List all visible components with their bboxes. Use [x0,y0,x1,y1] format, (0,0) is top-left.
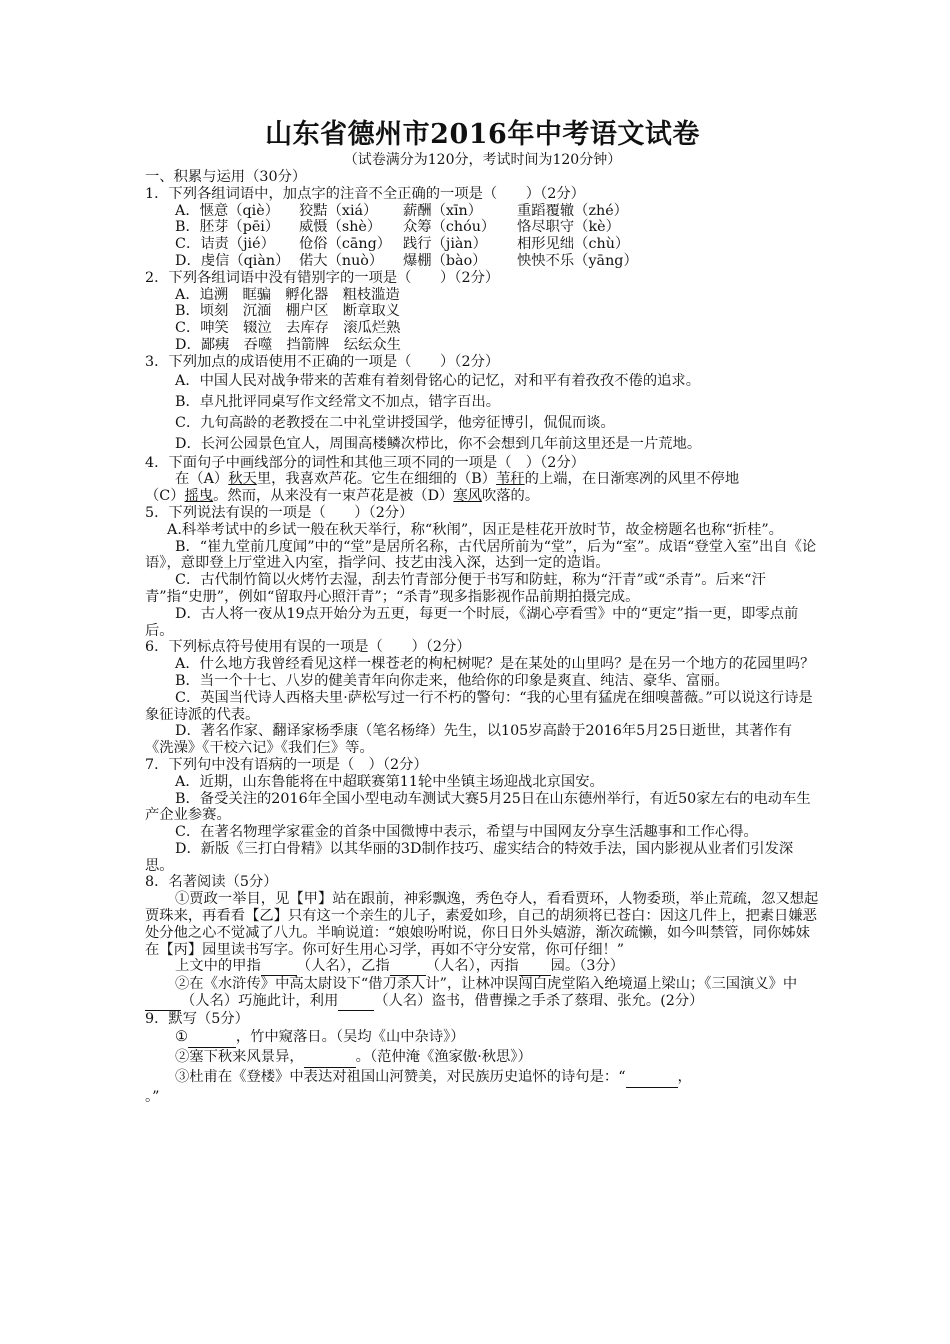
page-title: 山东省德州市2016年中考语文试卷 [265,119,700,150]
q9-text: ②塞下秋来风景异， [175,1048,304,1065]
q1-option-c-1: C．诘责（jié） [175,236,275,253]
q1-option-d-1: D．虔信（qiàn） [175,252,290,269]
q4-text: 。然而，从来没有一束芦花是被（D） [213,488,454,505]
q9-text: ，竹中窥落日。（吴均《山中杂诗》） [235,1028,465,1045]
q4-text: 里，我喜欢芦花。它生在细细的（B） [256,471,497,488]
q5-option-c: C．古代制竹简以火烤竹去湿，刮去竹青部分便于书写和防蛀，称为“汗青”或“杀青”。后来“汗青”指“史册”，例如“留取丹心照汗青”；“杀青”现多指影视作品前期拍摄完成。 [145,572,766,605]
q9-line-3 [145,1068,820,1088]
q8-blank-yi[interactable] [390,958,426,976]
question-4-stem: 4．下面句子中画线部分的词性和其他三项不同的一项是（ ）（2分） [145,454,585,471]
q8-text: 上文中的甲指 [175,958,261,975]
q8-text: （人名）巧施此计，利用 [181,993,339,1010]
q9-line-1 [145,1028,820,1048]
q4-text: 吹落的。 [481,488,540,505]
q1-option-d-2: 偌大（nuò） [299,252,384,269]
q8-text: （人名）盗书，借曹操之手杀了蔡瑁、张允。(2分） [374,993,704,1010]
q7-option-a: A．近期，山东鲁能将在中超联赛第11轮中坐镇主场迎战北京国安。 [175,773,604,790]
q8-part-2 [145,976,820,1011]
q6-option-c: C．英国当代诗人西格夫里·萨松写过一行不朽的警句：“我的心里有猛虎在细嗅蔷薇。”可以说这行诗是象征诗派的代表。 [145,689,813,723]
q8-blank-bing[interactable] [519,958,551,976]
q6-option-b: B．当一个十七、八岁的健美青年向你走来，他给你的印象是爽直、纯洁、豪华、富丽。 [175,672,729,689]
q9-blank-2[interactable] [304,1048,356,1068]
q8-text: 园。（3分） [550,958,625,975]
q1-option-a-4: 重蹈覆辙（zhé） [517,202,628,219]
q4-text: （C） [145,488,185,505]
q8-fill-line [145,958,820,976]
q4-text: 在（A） [175,471,229,488]
q4-underline-d: 寒风 [453,488,482,505]
q9-text: ① [175,1028,188,1045]
q8-text: ②在《水浒传》中高太尉设下“借刀杀人计”，让林冲误闯白虎堂陷入绝境逼上梁山；《三国演义》中 [175,976,798,993]
question-8-stem: 8．名著阅读（5分） [145,874,278,891]
q1-option-c-4: 相形见绌（chù） [517,236,630,253]
q1-option-d-3: 爆棚（bào） [403,252,487,269]
q8-blank-name-1[interactable] [145,993,181,1011]
q8-blank-name-2[interactable] [338,993,374,1011]
q8-blank-jia[interactable] [261,958,297,976]
q7-option-d: D．新版《三打白骨精》以其华丽的3D制作技巧、虚实结合的特效手法，国内影视从业者们引发深思。 [145,840,794,874]
q1-option-b-4: 恪尽职守（kè） [517,219,620,236]
question-3-stem: 3．下列加点的成语使用不正确的一项是（ ）（2分） [145,353,500,370]
q2-option-c: C．呻笑 辍泣 去库存 滚瓜烂熟 [175,320,401,337]
q9-text: 。（范仲淹《渔家傲·秋思》） [355,1048,532,1065]
q1-option-b-1: B．胚芽（pēi） [175,219,280,236]
q4-text: 的上端，在日渐寒冽的风里不停地 [524,471,740,488]
q1-option-c-2: 伧俗（cāng） [299,236,392,253]
q1-option-c-3: 践行（jiàn） [403,236,487,253]
q1-option-b-2: 威慑（shè） [299,219,382,236]
q8-text: （人名），丙指 [425,958,519,975]
question-6-stem: 6．下列标点符号使用有误的一项是（ ）（2分） [145,639,471,656]
q4-underline-a: 秋天 [228,471,257,488]
question-5-stem: 5．下列说法有误的一项是（ ）（2分） [145,504,414,521]
q7-option-c: C．在著名物理学家霍金的首条中国微博中表示，希望与中国网友分享生活趣事和工作心得。 [175,824,758,841]
q5-option-d: D．古人将一夜从19点开始分为五更，每更一个时辰，《湖心亭看雪》中的“更定”指一更，即零点前后。 [145,605,799,639]
question-9-stem: 9．默写（5分） [145,1010,249,1027]
q5-option-a: A.科举考试中的乡试一般在秋天举行，称“秋闱”，因正是桂花开放时节，故金榜题名也称“折桂”。 [167,521,783,538]
q4-passage-line-2 [145,488,820,505]
q1-option-a-1: A．惬意（qiè） [175,202,279,219]
q1-option-d-4: 怏怏不乐（yāng） [517,252,638,269]
q4-underline-c: 摇曳 [184,488,214,505]
exam-page [145,118,820,1107]
q5-option-b: B．“崔九堂前几度闻”中的“堂”是居所名称，古代居所前为“堂”，后为“室”。成语“登堂入室”出自《论语》，意即登上厅堂进入内室，指学问、技艺由浅入深，达到一定的造诣。 [145,538,817,572]
question-1-stem: 1．下列各组词语中，加点字的注音不全正确的一项是（ ）（2分） [145,185,585,202]
q3-option-b: B．卓凡批评同桌写作文经常文不加点，错字百出。 [175,393,501,410]
q3-option-d: D．长河公园景色宜人，周围高楼鳞次栉比，你不会想到几年前这里还是一片荒地。 [175,435,702,452]
question-2-stem: 2．下列各组词语中没有错别字的一项是（ ）（2分） [145,269,500,286]
q6-option-a: A．什么地方我曾经看见这样一棵苍老的枸杞树呢？是在某处的山里吗？是在另一个地方的花园里吗？ [175,656,815,673]
q8-text: （人名），乙指 [296,958,390,975]
q9-blank-1[interactable] [188,1028,236,1048]
q1-option-a-2: 狡黠（xiá） [299,202,378,219]
q8-passage: ①贾政一举目，见【甲】站在跟前，神彩飘逸，秀色夺人，看看贾环，人物委琐，举止荒疏，忽又想起贾珠来，再看看【乙】只有这一个亲生的儿子，素爱如珍，自己的胡须将已苍白：因这几件上，把素日嫌恶处分他之心不觉减了八九。半晌说道：“娘娘吩咐说，你日日外头嬉游，渐次疏懒，如今叫禁管，同你姊妹在【丙】园里读书写字。你可好生用心习学，再如不守分安常，你可仔细！” [145,891,819,958]
q1-option-a-3: 薪酬（xīn） [403,202,483,219]
q4-passage-line-1 [145,471,820,488]
q6-option-d: D．著名作家、翻译家杨季康（笔名杨绛）先生，以105岁高龄于2016年5月25日逝世，其著作有《洗澡》《干校六记》《我们仨》等。 [145,723,793,757]
q2-option-b: B．顷刻 沉湎 棚户区 断章取义 [175,303,400,320]
q3-option-a: A．中国人民对战争带来的苦难有着刻骨铭心的记忆，对和平有着孜孜不倦的追求。 [175,372,701,389]
q2-option-d: D．鄙痍 吞噬 挡箭牌 纭纭众生 [175,336,401,353]
q9-blank-3[interactable] [626,1068,678,1088]
q7-option-b: B．备受关注的2016年全国小型电动车测试大赛5月25日在山东德州举行，有近50家左右的电动车生产企业参赛。 [145,790,811,824]
q2-option-a: A．追溯 眶骗 孵化器 粗枝滥造 [175,286,400,303]
q9-text: ， [677,1068,692,1085]
q4-underline-b: 苇秆 [496,471,525,488]
question-1-options [145,203,820,270]
q9-text: 。” [145,1088,160,1105]
q9-line-2 [145,1048,820,1068]
section-heading: 一、积累与运用（30分） [145,169,307,185]
q1-option-b-3: 众筹（chóu） [403,219,496,236]
q9-line-4 [145,1088,820,1107]
q3-option-c: C．九旬高龄的老教授在二中礼堂讲授国学，他旁征博引，侃侃而谈。 [175,414,615,431]
page-subtitle: （试卷满分为120分，考试时间为120分钟） [343,152,622,168]
q9-text: ③杜甫在《登楼》中表达对祖国山河赞美，对民族历史追怀的诗句是：“ [175,1068,626,1085]
question-7-stem: 7．下列句中没有语病的一项是（ ）（2分） [145,756,428,773]
